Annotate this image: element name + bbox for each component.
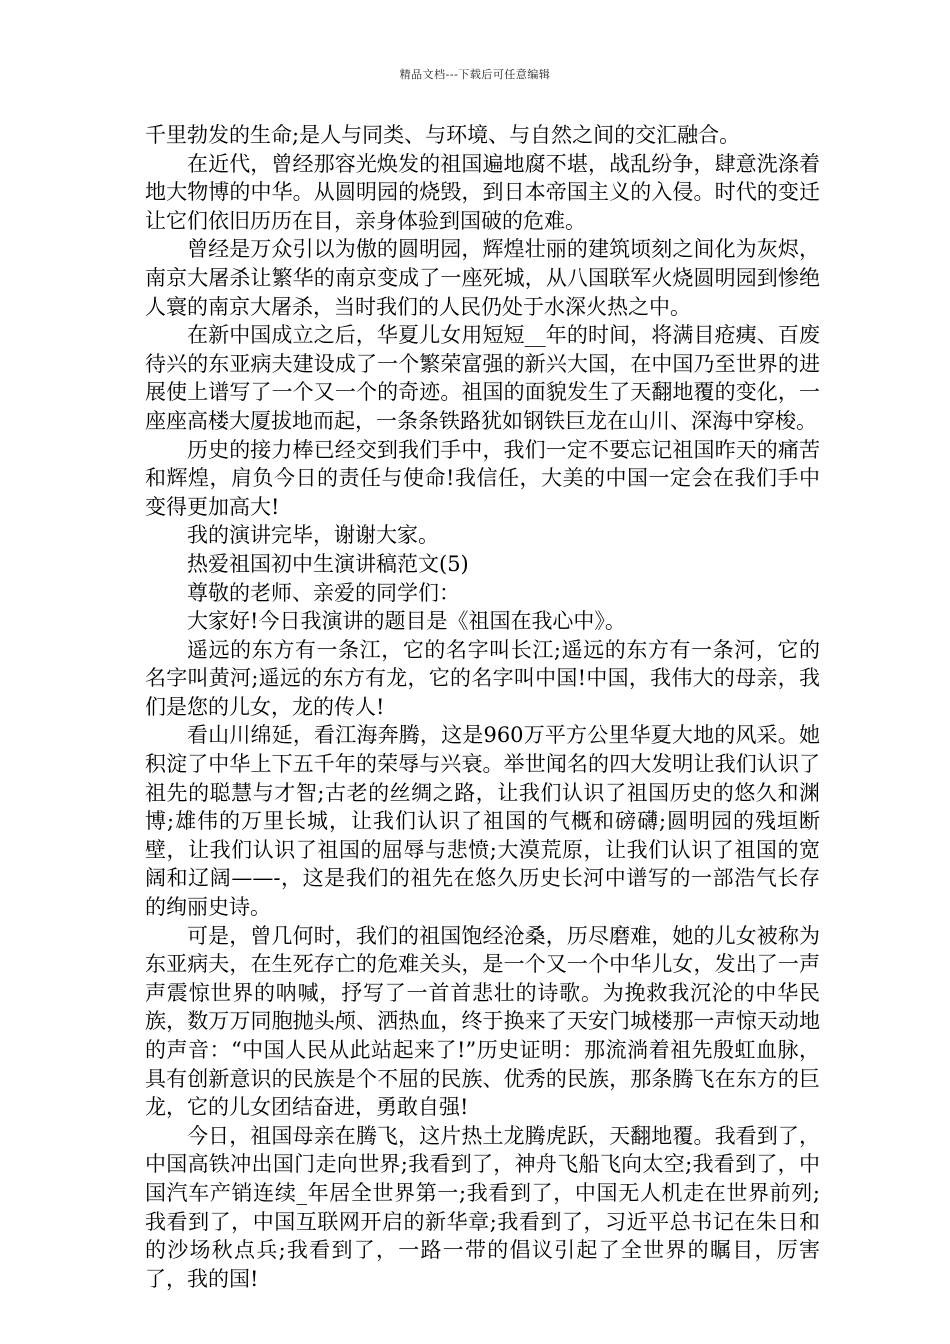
greeting: 大家好!今日我演讲的题目是《祖国在我心中》。 (187, 609, 626, 634)
document-body (145, 121, 820, 1293)
paragraph: 历史的接力棒已经交到我们手中，我们一定不要忘记祖国昨天的痛苦和辉煌，肩负今日的责任与使命!我信任，大美的中国一定会在我们手中变得更加高大! (145, 437, 820, 519)
paragraph: 遥远的东方有一条江，它的名字叫长江;遥远的东方有一条河，它的名字叫黄河;遥远的东方有龙，它的名字叫中国!中国，我伟大的母亲，我们是您的儿女，龙的传人! (145, 637, 820, 719)
section-title: 热爱祖国初中生演讲稿范文(5) (187, 551, 469, 576)
paragraph: 千里勃发的生命;是人与同类、与环境、与自然之间的交汇融合。 (145, 123, 741, 147)
paragraph: 在近代，曾经那容光焕发的祖国遍地腐不堪，战乱纷争，肆意洗涤着地大物博的中华。从圆明园的烧毁，到日本帝国主义的入侵。时代的变迁让它们依旧历历在目，亲身体验到国破的危难。 (145, 151, 820, 233)
paragraph: 曾经是万众引以为傲的圆明园，辉煌壮丽的建筑顷刻之间化为灰烬，南京大屠杀让繁华的南京变成了一座死城，从八国联军火烧圆明园到惨绝人寰的南京大屠杀，当时我们的人民仍处于水深火热之中。 (145, 237, 820, 319)
closing-line: 我的演讲完毕，谢谢大家。 (187, 523, 439, 548)
paragraph: 在新中国成立之后，华夏儿女用短短__年的时间，将满目疮痍、百废待兴的东亚病夫建设成了一个繁荣富强的新兴大国，在中国乃至世界的进展使上谱写了一个又一个的奇迹。祖国的面貌发生了天翻地覆的变化，一座座高楼大厦拔地而起，一条条铁路犹如钢铁巨龙在山川、深海中穿梭。 (145, 323, 820, 433)
salutation: 尊敬的老师、亲爱的同学们： (187, 580, 460, 605)
paragraph: 可是，曾几何时，我们的祖国饱经沧桑，历尽磨难，她的儿女被称为东亚病夫，在生死存亡的危难关头，是一个又一个中华儿女，发出了一声声震惊世界的呐喊，抒写了一首首悲壮的诗歌。为挽救我沉沦的中华民族，数万万同胞抛头颅、洒热血，终于换来了天安门城楼那一声惊天动地的声音：“中国人民从此站起来了!”历史证明：那流淌着祖先殷虹血脉，具有创新意识的民族是个不屈的民族、优秀的民族，那条腾飞在东方的巨龙，它的儿女团结奋进，勇敢自强! (145, 923, 820, 1120)
paragraph: 今日，祖国母亲在腾飞，这片热土龙腾虎跃，天翻地覆。我看到了，中国高铁冲出国门走向世界;我看到了，神舟飞船飞向太空;我看到了，中国汽车产销连续_年居全世界第一;我看到了，中国无人机走在世界前列;我看到了，中国互联网开启的新华章;我看到了，习近平总书记在朱日和的沙场秋点兵;我看到了，一路一带的倡议引起了全世界的瞩目，厉害了，我的国! (145, 1123, 820, 1291)
paragraph: 看山川绵延，看江海奔腾，这是960万平方公里华夏大地的风采。她积淀了中华上下五千年的荣辱与兴衰。举世闻名的四大发明让我们认识了祖先的聪慧与才智;古老的丝绸之路，让我们认识了祖国历史的悠久和渊博;雄伟的万里长城，让我们认识了祖国的气概和磅礴;圆明园的残垣断壁，让我们认识了祖国的屈辱与悲愤;大漠荒原，让我们认识了祖国的宽阔和辽阔——-，这是我们的祖先在悠久历史长河中谱写的一部浩气长存的绚丽史诗。 (145, 723, 820, 920)
page-header: 精品文档---下载后可任意编辑 (399, 68, 551, 81)
